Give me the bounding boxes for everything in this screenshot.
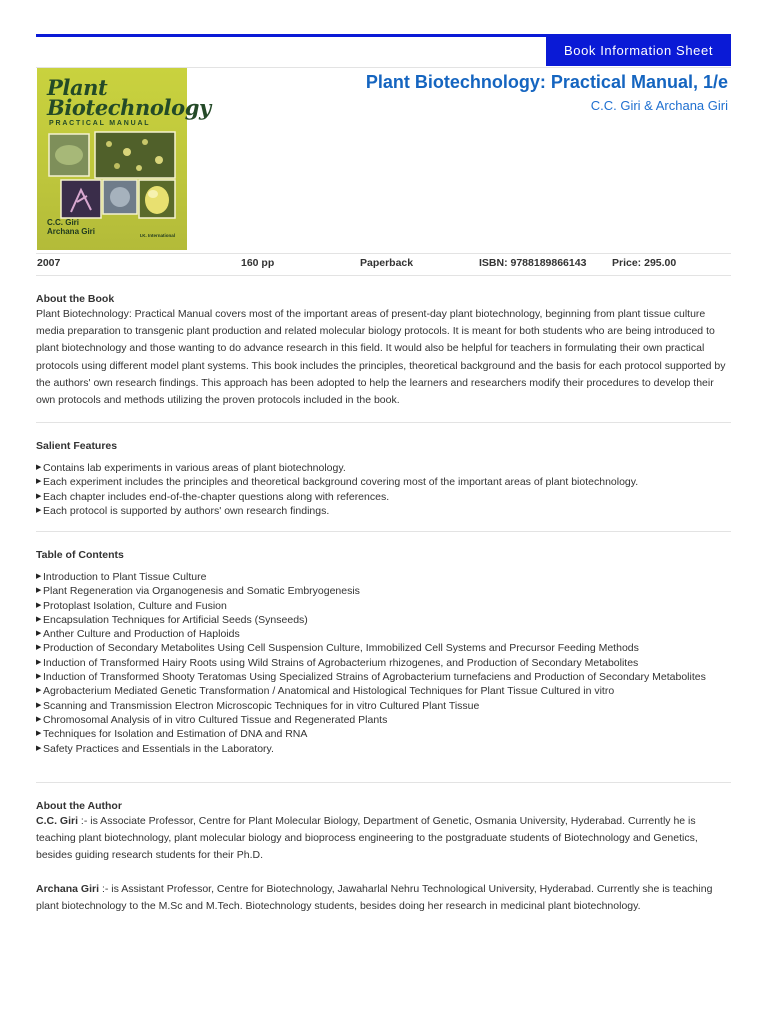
list-item: [36, 670, 731, 684]
cover-subtitle: PRACTICAL MANUAL: [49, 120, 151, 127]
bullet-arrow-icon: ▶: [36, 506, 42, 514]
list-item-text: Scanning and Transmission Electron Microscopic Techniques for in vitro Cultured Plant Tissue: [43, 699, 480, 712]
list-item: [36, 684, 731, 698]
divider: [36, 531, 731, 532]
book-title: Plant Biotechnology: Practical Manual, 1/e: [365, 72, 728, 92]
list-item: [36, 461, 731, 475]
section-heading: Salient Features: [36, 440, 118, 452]
bullet-arrow-icon: ▶: [36, 478, 42, 486]
section-heading: About the Book: [36, 293, 115, 305]
list-item: [36, 599, 731, 613]
list-item: [36, 613, 731, 627]
divider: [36, 253, 731, 254]
bullet-arrow-icon: ▶: [36, 630, 42, 638]
bullet-arrow-icon: ▶: [36, 715, 42, 723]
cover-photo-collage: [47, 132, 177, 220]
list-item-text: Safety Practices and Essentials in the Laboratory.: [43, 742, 274, 755]
page-count: 160 pp: [241, 257, 275, 269]
divider: [36, 782, 731, 783]
author-bio-text: :- is Associate Professor, Centre for Plant Molecular Biology, Department of Genetic, Osmania University, Hyderabad. Currently he is teaching plant biotechnology, plant molecular biology and bioprocess engineering to the postgraduate students of Biotechnology and Genetics, besides guiding research students for their Ph.D.: [36, 815, 698, 862]
list-item-text: Techniques for Isolation and Estimation of DNA and RNA: [43, 728, 308, 741]
section-heading: Table of Contents: [36, 549, 124, 561]
list-item: [36, 504, 731, 518]
cover-title: Plant Biotechnology: [47, 75, 211, 120]
isbn: ISBN: 9788189866143: [479, 257, 587, 269]
list-item: [36, 699, 731, 713]
section-heading: About the Author: [36, 800, 122, 812]
book-information-sheet-label: Book Information Sheet: [546, 34, 731, 66]
features-list: [36, 461, 731, 518]
divider: [36, 275, 731, 276]
publication-year: 2007: [37, 257, 61, 269]
list-item-text: Induction of Transformed Hairy Roots using Wild Strains of Agrobacterium rhizogenes, and Production of Secondary Metabolites: [43, 656, 639, 669]
list-item-text: Agrobacterium Mediated Genetic Transformation / Anatomical and Histological Techniques for Plant Tissue Cultured in vitro: [43, 685, 615, 698]
author-name: C.C. Giri: [36, 815, 79, 827]
list-item-text: Each experiment includes the principles and theoretical background covering most of the important areas of plant biotechnology.: [43, 476, 639, 489]
list-item-text: Each chapter includes end-of-the-chapter questions along with references.: [43, 490, 390, 503]
bullet-arrow-icon: ▶: [36, 587, 42, 595]
list-item: [36, 584, 731, 598]
bullet-arrow-icon: ▶: [36, 573, 42, 580]
bullet-arrow-icon: ▶: [36, 464, 42, 471]
bullet-arrow-icon: ▶: [36, 687, 42, 695]
list-item: [36, 490, 731, 504]
table-of-contents-section: [36, 548, 731, 756]
author-bio-archana-giri: [36, 881, 731, 915]
about-the-book-section: [36, 292, 731, 409]
author-bio-text: :- is Assistant Professor, Centre for Biotechnology, Jawaharlal Nehru Technological University, Hyderabad. Currently she is teaching plant biotechnology to the M.Sc and M.Tech. Biotechnology students, besides doing her research in medicinal plant biotechnology.: [36, 882, 713, 912]
list-item: [36, 627, 731, 641]
about-the-author-section: [36, 799, 731, 915]
list-item-text: Production of Secondary Metabolites Using Cell Suspension Culture, Immobilized Cell Systems and Precursor Feeding Methods: [43, 642, 639, 655]
list-item-text: Introduction to Plant Tissue Culture: [43, 571, 207, 583]
about-the-book-text: Plant Biotechnology: Practical Manual covers most of the important areas of present-day plant biotechnology, beginning from plant tissue culture media preparation to transgenic plant production and related molecular biology protocols. It is meant for both students who are being introduced to plant biotechnology and those wanting to do advance research in this field. It would also be helpful for teachers in formulating their own practical protocols using different model plant systems. This book includes the principles, theoretical background and the basis for each protocol supported by the authors' own research findings. This approach has been adopted to help the learners and researchers modify their procedures to develop their own protocols and methods utilizing the proven protocols included in the book.: [36, 308, 726, 407]
list-item-text: Induction of Transformed Shooty Teratomas Using Specialized Strains of Agrobacterium turnefaciens and Production of Secondary Metabolites: [43, 671, 706, 684]
list-item-text: Plant Regeneration via Organogenesis and Somatic Embryogenesis: [43, 585, 360, 598]
list-item: [36, 641, 731, 655]
author-bio-cc-giri: [36, 813, 731, 865]
bullet-arrow-icon: ▶: [36, 673, 42, 681]
list-item-text: Protoplast Isolation, Culture and Fusion: [43, 599, 227, 612]
book-cover-image: [37, 68, 211, 250]
binding-type: Paperback: [360, 257, 414, 269]
list-item-text: Encapsulation Techniques for Artificial Seeds (Synseeds): [43, 613, 308, 626]
bullet-arrow-icon: ▶: [36, 744, 42, 752]
cover-publisher: I.K. International: [139, 233, 175, 238]
list-item-text: Each protocol is supported by authors' own research findings.: [43, 504, 330, 517]
list-item-text: Chromosomal Analysis of in vitro Cultured Tissue and Regenerated Plants: [43, 713, 388, 726]
salient-features-section: [36, 439, 731, 518]
bullet-arrow-icon: ▶: [36, 601, 42, 609]
bullet-arrow-icon: ▶: [36, 644, 42, 652]
author-name: Archana Giri: [36, 882, 100, 895]
toc-list: [36, 570, 731, 756]
bullet-arrow-icon: ▶: [36, 658, 42, 666]
bullet-arrow-icon: ▶: [36, 492, 42, 500]
book-authors: C.C. Giri & Archana Giri: [590, 98, 728, 113]
cover-authors: C.C. Giri Archana Giri: [47, 218, 96, 236]
list-item: [36, 570, 731, 584]
bullet-arrow-icon: ▶: [36, 701, 42, 709]
bullet-arrow-icon: ▶: [36, 615, 42, 623]
list-item: [36, 713, 731, 727]
list-item-text: Contains lab experiments in various areas of plant biotechnology.: [43, 462, 346, 474]
list-item: [36, 475, 731, 489]
price: Price: 295.00: [612, 257, 677, 269]
list-item: [36, 727, 731, 741]
list-item: [36, 656, 731, 670]
list-item-text: Anther Culture and Production of Haploids: [43, 628, 240, 641]
list-item: [36, 742, 731, 756]
bullet-arrow-icon: ▶: [36, 730, 42, 738]
divider: [36, 422, 731, 423]
